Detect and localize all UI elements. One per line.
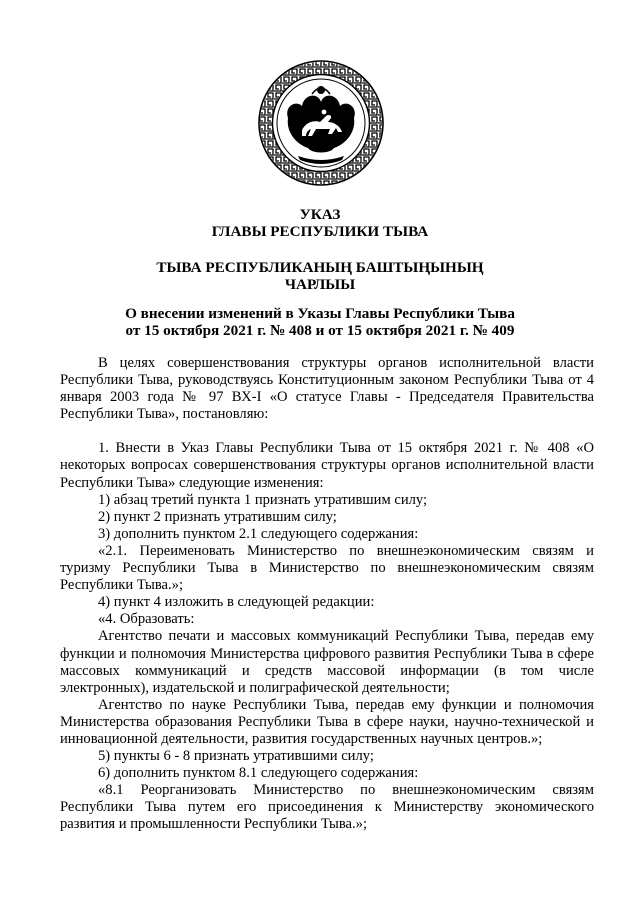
point-4-intro-paragraph: «4. Образовать:	[98, 611, 195, 628]
decree-subject-line1: О внесении изменений в Указы Главы Республики Тыва	[125, 305, 515, 322]
decree-title	[0, 206, 640, 240]
preamble-paragraph: В целях совершенствования структуры органов исполнительной власти Республики Тыва, руководствуясь Конституционным законом Республики Тыва от 4 января 2003 года № 97 ВХ-I «О статусе Главы - Председателя Правительства Республики Тыва», постановляю:	[60, 355, 594, 423]
tuvan-title-line1: ТЫВА РЕСПУБЛИКАНЫҢ БАШТЫҢЫНЫҢ	[156, 259, 484, 276]
press-agency-paragraph: Агентство печати и массовых коммуникаций Республики Тыва, передав ему функции и полномочия Министерства цифрового развития Республики Тыва в сфере массовых коммуникаций и средств массовой информации (в том числе электронных), издательской и полиграфической деятельности;	[60, 628, 594, 696]
subitem-5-paragraph: 5) пункты 6 - 8 признать утратившими силу;	[98, 748, 374, 765]
point-2-1-paragraph: «2.1. Переименовать Министерство по внешнеэкономическим связям и туризму Республики Тыва в Министерство по внешнеэкономическим связям Республики Тыва.»;	[60, 542, 594, 594]
coat-of-arms-emblem	[258, 60, 384, 186]
decree-title-line2: ГЛАВЫ РЕСПУБЛИКИ ТЫВА	[211, 223, 429, 240]
subitem-6-paragraph: 6) дополнить пунктом 8.1 следующего содержания:	[98, 765, 419, 782]
decree-body	[60, 355, 594, 834]
item-1-paragraph: 1. Внести в Указ Главы Республики Тыва от 15 октября 2021 г. № 408 «О некоторых вопросах совершенствования структуры органов исполнительной власти Республики Тыва» следующие изменения:	[60, 440, 594, 491]
subitem-4-paragraph: 4) пункт 4 изложить в следующей редакции:	[98, 594, 375, 611]
decree-subject-line2: от 15 октября 2021 г. № 408 и от 15 октября 2021 г. № 409	[125, 322, 515, 339]
point-8-1-paragraph: «8.1 Реорганизовать Министерство по внешнеэкономическим связям Республики Тыва путем его присоединения к Министерству экономического развития и промышленности Республики Тыва.»;	[60, 782, 594, 833]
subitem-1-paragraph: 1) абзац третий пункта 1 признать утратившим силу;	[98, 491, 428, 508]
decree-subject	[0, 305, 640, 339]
decree-title-line1: УКАЗ	[299, 206, 341, 223]
subitem-3-paragraph: 3) дополнить пунктом 2.1 следующего содержания:	[98, 525, 419, 542]
tuvan-title-line2: ЧАРЛЫЫ	[284, 276, 356, 293]
subitem-2-paragraph: 2) пункт 2 признать утратившим силу;	[98, 508, 337, 525]
science-agency-paragraph: Агентство по науке Республики Тыва, передав ему функции и полномочия Министерства образования Республики Тыва в сфере науки, научно-технической и инновационной деятельности, развития государственных научных центров.»;	[60, 696, 594, 747]
tuvan-title	[0, 259, 640, 293]
